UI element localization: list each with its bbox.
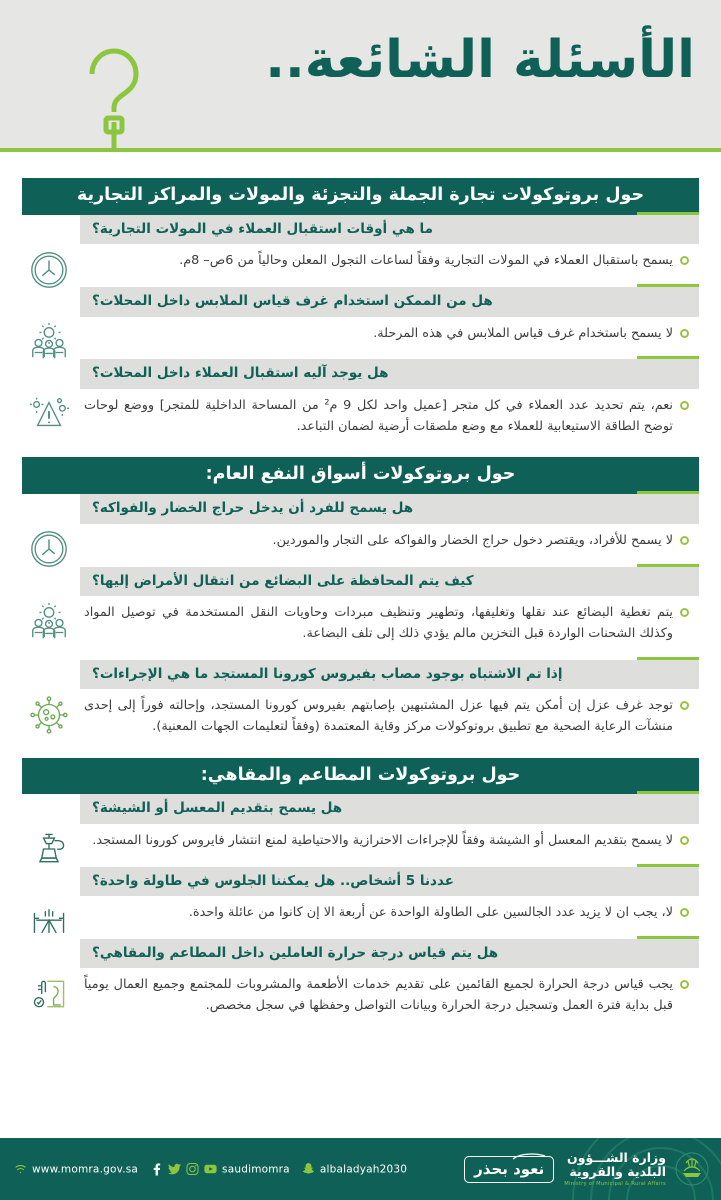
faq-section <box>22 457 699 741</box>
faq-answer: يسمح باستقبال العملاء في المولات التجارية وفقاً لساعات التجول المعلن وحالياً من 6ص– 8م. <box>179 253 673 269</box>
page-footer <box>0 1138 721 1200</box>
snapchat-icon[interactable] <box>302 1163 315 1176</box>
faq-question[interactable]: هل يتم قياس درجة حرارة العاملين داخل المطاعم والمقاهي؟ <box>80 939 699 969</box>
faq-answer-row <box>80 968 699 1020</box>
social-group[interactable] <box>150 1163 290 1176</box>
clock-icon <box>26 526 72 572</box>
faq-answer-row <box>80 896 699 928</box>
faq-content <box>0 152 721 1138</box>
people-gear-icon <box>26 599 72 645</box>
faq-item <box>22 660 699 742</box>
bullet-icon <box>680 401 689 410</box>
bullet-icon <box>680 329 689 338</box>
faq-answer: يتم تغطية البضائع عند نقلها وتغليفها، وتطهير وتنظيف مبردات وحاويات النقل المستخدمة في توصيل المواد وكذلك الشحنات الواردة قبل التخزين مالم يؤدي ذلك إلى تلف البضاعة. <box>84 605 673 641</box>
faq-section <box>22 178 699 441</box>
faq-question[interactable]: هل يوجد آليه استقبال العملاء داخل المحلات؟ <box>80 359 699 389</box>
faq-answer-row <box>80 389 699 441</box>
faq-item <box>22 867 699 928</box>
bullet-icon <box>680 701 689 710</box>
footer-branding <box>464 1149 711 1189</box>
snapchat-group[interactable] <box>302 1163 407 1176</box>
faq-answer-row <box>80 317 699 349</box>
faq-answer: لا، يجب ان لا يزيد عدد الجالسين على الطاولة الواحدة عن أربعة الا إن كانوا من عائلة واحدة. <box>188 905 673 921</box>
instagram-icon[interactable] <box>186 1163 199 1176</box>
faq-answer: لا يسمح للأفراد، ويقتصر دخول حراج الخضار والفواكه على التجار والموردين. <box>272 532 673 548</box>
faq-item <box>22 494 699 555</box>
warning-distance-icon <box>26 391 72 437</box>
faq-item <box>22 567 699 649</box>
question-mark-icon <box>78 42 150 152</box>
faq-item <box>22 287 699 348</box>
faq-answer-row <box>80 244 699 276</box>
ministry-name-ar-line2: البلدية والقروية <box>569 1164 666 1179</box>
faq-item <box>22 359 699 441</box>
ministry-emblem-icon <box>673 1149 711 1189</box>
campaign-badge <box>464 1156 554 1183</box>
faq-question[interactable]: كيف يتم المحافظة على البضائع من انتقال الأمراض إليها؟ <box>80 567 699 597</box>
faq-answer: توجد غرف عزل إن أمكن يتم فيها عزل المشتبهين بإصابتهم بفيروس كورونا المستجد، وإحالته فوراً إلى إحدى منشآت الرعاية الصحية مع تطبيق بروتوكولات مركز وقاية المعتمدة (وفقاً لتعليمات الجهات المعنية). <box>84 698 673 734</box>
faq-answer-row <box>80 524 699 556</box>
youtube-icon[interactable] <box>204 1163 217 1176</box>
faq-answer-row <box>80 596 699 648</box>
faq-question[interactable]: إذا تم الاشتباه بوجود مصاب بفيروس كورونا المستجد ما هي الإجراءات؟ <box>80 660 699 690</box>
faq-question[interactable]: عددنا 5 أشخاص.. هل يمكننا الجلوس في طاولة واحدة؟ <box>80 867 699 897</box>
dining-table-icon <box>26 899 72 945</box>
footer-contact <box>14 1163 407 1176</box>
bullet-icon <box>680 536 689 545</box>
facebook-icon[interactable] <box>150 1163 163 1176</box>
virus-icon <box>26 692 72 738</box>
page-title: الأسئلة الشائعة.. <box>265 30 695 90</box>
bullet-icon <box>680 608 689 617</box>
social-handle: saudimomra <box>222 1163 290 1175</box>
globe-icon <box>14 1163 27 1176</box>
website-url: www.momra.gov.sa <box>32 1163 139 1175</box>
faq-item <box>22 794 699 855</box>
thermometer-scan-icon <box>26 971 72 1017</box>
campaign-badge-label: نعود بحذر <box>474 1159 545 1178</box>
faq-question[interactable]: هل يسمح بتقديم المعسل أو الشيشة؟ <box>80 794 699 824</box>
ministry-logo <box>564 1149 711 1189</box>
faq-answer-row <box>80 824 699 856</box>
faq-question[interactable]: هل من الممكن استخدام غرف قياس الملابس داخل المحلات؟ <box>80 287 699 317</box>
section-title: حول بروتوكولات أسواق النفع العام: <box>22 457 699 494</box>
shisha-icon <box>26 826 72 872</box>
faq-answer-row <box>80 689 699 741</box>
twitter-icon[interactable] <box>168 1163 181 1176</box>
page-header <box>0 0 721 152</box>
ministry-name-en: Ministry of Municipal & Rural Affairs <box>564 1181 666 1188</box>
ministry-name-ar-line1: وزارة الشـــؤون <box>567 1149 666 1165</box>
faq-answer: لا يسمح بتقديم المعسل أو الشيشة وفقاً للإجراءات الاحترازية والاحتياطية لمنع انتشار فايروس كورونا المستجد. <box>92 832 673 848</box>
faq-section <box>22 758 699 1021</box>
section-title: حول بروتوكولات تجارة الجملة والتجزئة والمولات والمراكز التجارية <box>22 178 699 215</box>
faq-question[interactable]: ما هي أوقات استقبال العملاء في المولات التجارية؟ <box>80 215 699 245</box>
bullet-icon <box>680 256 689 265</box>
section-title: حول بروتوكولات المطاعم والمقاهي: <box>22 758 699 795</box>
people-gear-icon <box>26 319 72 365</box>
ministry-name <box>564 1151 666 1188</box>
bullet-icon <box>680 980 689 989</box>
website-group[interactable] <box>14 1163 138 1176</box>
faq-item <box>22 215 699 276</box>
bullet-icon <box>680 836 689 845</box>
faq-answer: يجب قياس درجة الحرارة لجميع القائمين على تقديم خدمات الأطعمة والمشروبات للمجتمع وجميع العمال يومياً قبل بداية فترة العمل وتسجيل درجة الحرارة وبيانات التواصل وحفظها في سجل مخصص. <box>84 977 673 1014</box>
clock-icon <box>26 247 72 293</box>
faq-item <box>22 939 699 1021</box>
bullet-icon <box>680 908 689 917</box>
faq-answer: نعم، يتم تحديد عدد العملاء في كل متجر [عميل واحد لكل 9 م² من المساحة الداخلية للمتجر] ووضع لوحات توضح الطاقة الاستيعابية للعملاء مع وضع ملصقات أرضية لضمان التباعد. <box>84 397 673 434</box>
faq-answer: لا يسمح باستخدام غرف قياس الملابس في هذه المرحلة. <box>373 325 673 341</box>
swoosh-icon <box>512 1152 546 1161</box>
faq-question[interactable]: هل يسمح للفرد أن يدخل حراج الخضار والفواكه؟ <box>80 494 699 524</box>
snapchat-handle: albaladyah2030 <box>319 1163 408 1175</box>
